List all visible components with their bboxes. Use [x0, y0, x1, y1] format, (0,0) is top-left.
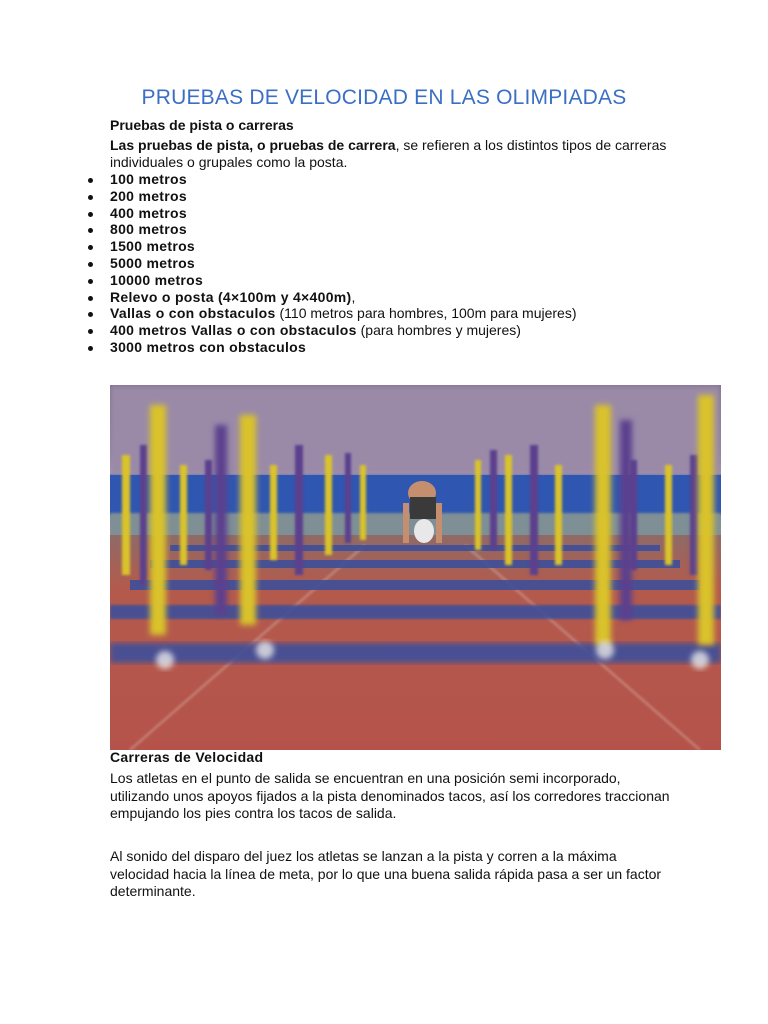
- bullet-icon: [88, 346, 93, 351]
- list-item: 200 metros: [110, 188, 577, 205]
- intro-bold-text: Las pruebas de pista, o pruebas de carrera: [110, 137, 396, 153]
- page-title: PRUEBAS DE VELOCIDAD EN LAS OLIMPIADAS: [141, 86, 627, 109]
- list-item: 10000 metros: [110, 272, 577, 289]
- list-item: 100 metros: [110, 171, 577, 188]
- intro-paragraph: [110, 137, 670, 171]
- list-item: 400 metros Vallas o con obstaculos (para hombres y mujeres): [110, 322, 577, 339]
- list-item: Vallas o con obstaculos (110 metros para hombres, 100m para mujeres): [110, 305, 577, 322]
- subheading: Pruebas de pista o carreras: [110, 117, 294, 133]
- bullet-icon: [88, 178, 93, 183]
- section-heading: Carreras de Velocidad: [110, 749, 264, 765]
- list-item: 1500 metros: [110, 238, 577, 255]
- list-item: 800 metros: [110, 221, 577, 238]
- bullet-icon: [88, 228, 93, 233]
- list-item: Relevo o posta (4×100m y 4×400m),: [110, 289, 577, 306]
- hurdles-illustration: [110, 385, 721, 750]
- bullet-icon: [88, 212, 93, 217]
- bullet-icon: [88, 262, 93, 267]
- hurdles-photo: [110, 385, 721, 750]
- bullet-icon: [88, 312, 93, 317]
- bullet-icon: [88, 279, 93, 284]
- bullet-icon: [88, 329, 93, 334]
- intro-text: , se refieren a los distintos tipos de carreras individuales o grupales como la posta.: [110, 137, 667, 170]
- bullet-icon: [88, 296, 93, 301]
- list-item: 5000 metros: [110, 255, 577, 272]
- bullet-icon: [88, 245, 93, 250]
- events-list: [110, 171, 577, 356]
- paragraph: Los atletas en el punto de salida se encuentran en una posición semi incorporado, utilizando unos apoyos fijados a la pista denominados tacos, así los corredores traccionan empujando los pies contra los tacos de salida.: [110, 770, 670, 821]
- list-item: 400 metros: [110, 205, 577, 222]
- list-item: 3000 metros con obstaculos: [110, 339, 577, 356]
- paragraph: Al sonido del disparo del juez los atletas se lanzan a la pista y corren a la máxima velocidad hacia la línea de meta, por lo que una buena salida rápida pasa a ser un factor determinante.: [110, 848, 662, 899]
- bullet-icon: [88, 195, 93, 200]
